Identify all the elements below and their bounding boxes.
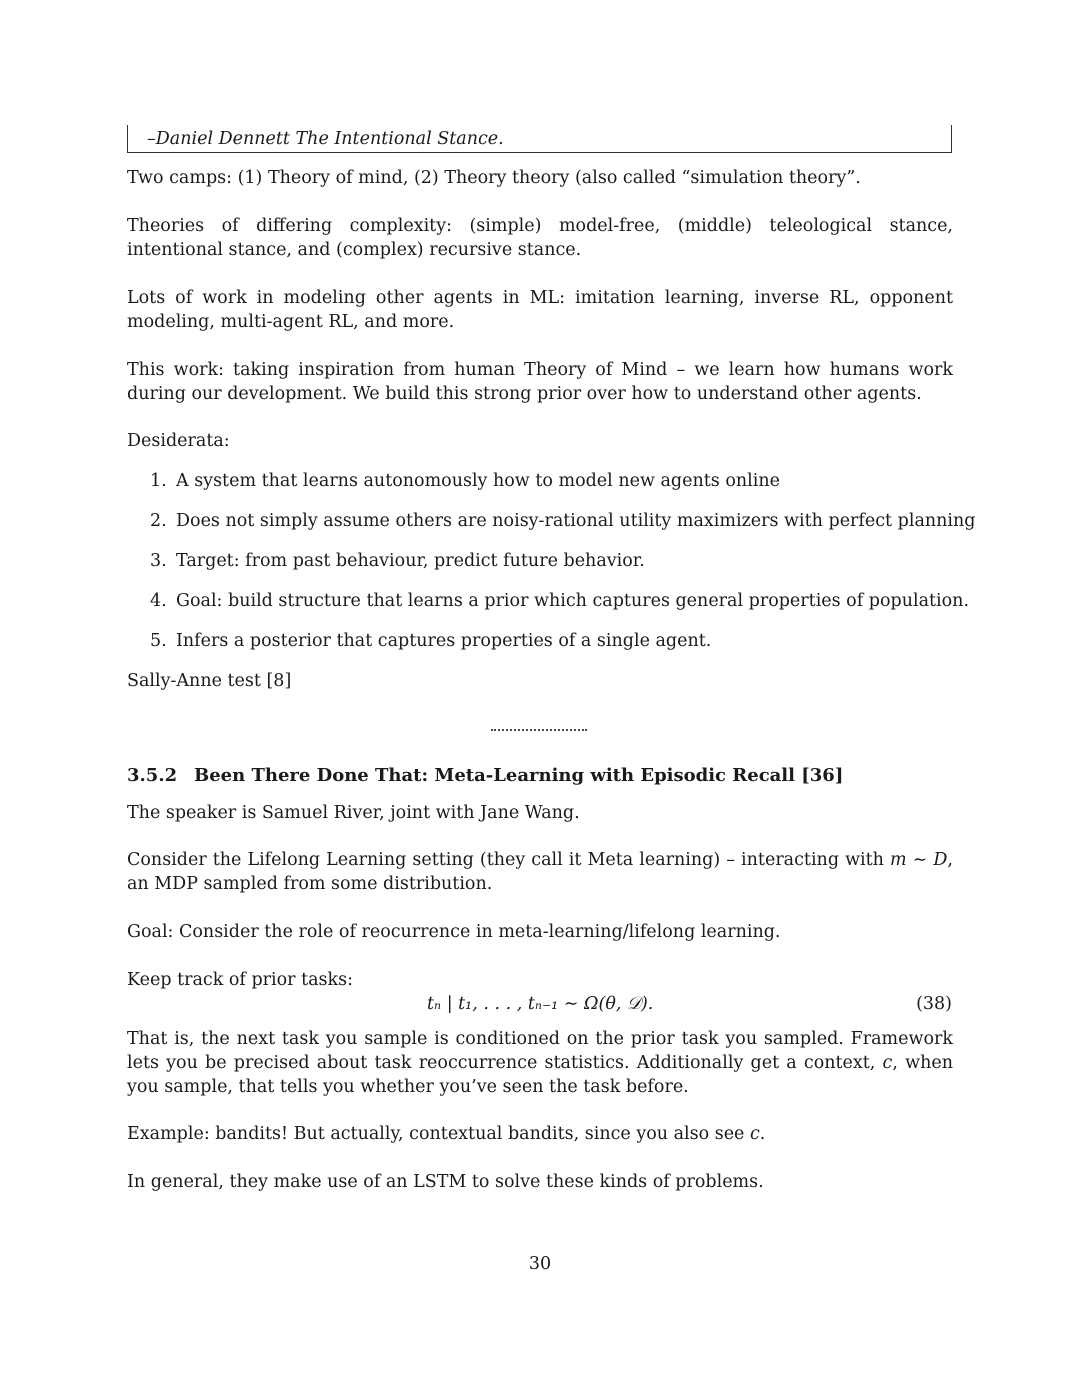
- text-run: Consider the Lifelong Learning setting (they call it Meta learning) – interacting with: [127, 850, 891, 870]
- paragraph-theories: Theories of differing complexity: (simple) model-free, (middle) teleological stance, intentional stance, and (complex) recursive stance.: [127, 216, 953, 260]
- list-item-number: 4.: [150, 591, 167, 611]
- paragraph-keep-track: Keep track of prior tasks:: [127, 970, 354, 990]
- paragraph-goal: Goal: Consider the role of reocurrence in meta-learning/lifelong learning.: [127, 922, 781, 942]
- inline-math: c: [882, 1053, 893, 1073]
- paragraph-sally-anne: Sally-Anne test [8]: [127, 671, 292, 691]
- section-heading: [127, 764, 843, 788]
- list-item-text: Infers a posterior that captures properties of a single agent.: [176, 631, 712, 651]
- inline-math: m ∼ D: [890, 850, 948, 870]
- section-divider: [491, 729, 587, 731]
- text-run: Example: bandits! But actually, contextual bandits, since you also see: [127, 1124, 750, 1144]
- section-number: 3.5.2: [127, 765, 178, 786]
- text-run: .: [759, 1124, 766, 1144]
- list-item-text: Does not simply assume others are noisy-rational utility maximizers with perfect planning: [176, 511, 976, 531]
- equation: tₙ | t₁, . . . , tₙ₋₁ ∼ Ω(θ, 𝒟).: [427, 994, 654, 1014]
- list-item-number: 3.: [150, 551, 167, 571]
- list-item-number: 5.: [150, 631, 167, 651]
- list-item: [150, 469, 780, 493]
- paragraph-desiderata: Desiderata:: [127, 431, 230, 451]
- text-run: , an MDP sampled from some distribution.: [127, 850, 953, 894]
- paragraph-that-is: [127, 1027, 953, 1099]
- list-item: [150, 589, 969, 613]
- paragraph-this-work: This work: taking inspiration from human Theory of Mind – we learn how humans work during our development. We build this strong prior over how to understand other agents.: [127, 360, 953, 404]
- section-title: Been There Done That: Meta-Learning with Episodic Recall [36]: [194, 765, 844, 786]
- quote-attribution: –Daniel Dennett The Intentional Stance.: [147, 129, 504, 149]
- inline-math: c: [749, 1124, 760, 1144]
- paragraph-lifelong-learning: [127, 848, 953, 896]
- list-item-text: Goal: build structure that learns a prior which captures general properties of population.: [176, 591, 970, 611]
- paragraph-modeling-agents: Lots of work in modeling other agents in ML: imitation learning, inverse RL, opponent modeling, multi-agent RL, and more.: [127, 288, 953, 332]
- paragraph-lstm: In general, they make use of an LSTM to solve these kinds of problems.: [127, 1172, 764, 1192]
- paragraph-speaker: The speaker is Samuel River, joint with Jane Wang.: [127, 803, 580, 823]
- list-item-number: 2.: [150, 511, 167, 531]
- list-item-number: 1.: [150, 471, 167, 491]
- list-item-text: A system that learns autonomously how to model new agents online: [176, 471, 780, 491]
- text-run: , when you sample, that tells you whether you’ve seen the task before.: [127, 1053, 953, 1097]
- list-item: [150, 629, 711, 653]
- paragraph-example: [127, 1122, 953, 1146]
- list-item-text: Target: from past behaviour, predict future behavior.: [176, 551, 645, 571]
- list-item: [150, 549, 645, 573]
- page-number: 30: [528, 1254, 552, 1274]
- list-item: [150, 509, 976, 533]
- quote-box: [127, 125, 952, 153]
- text-run: That is, the next task you sample is conditioned on the prior task you sampled. Framework lets you be precised about task reoccurrence statistics. Additionally get a context,: [127, 1029, 953, 1073]
- paragraph-two-camps: Two camps: (1) Theory of mind, (2) Theory theory (also called “simulation theory”.: [127, 168, 861, 188]
- equation-number: (38): [916, 994, 952, 1014]
